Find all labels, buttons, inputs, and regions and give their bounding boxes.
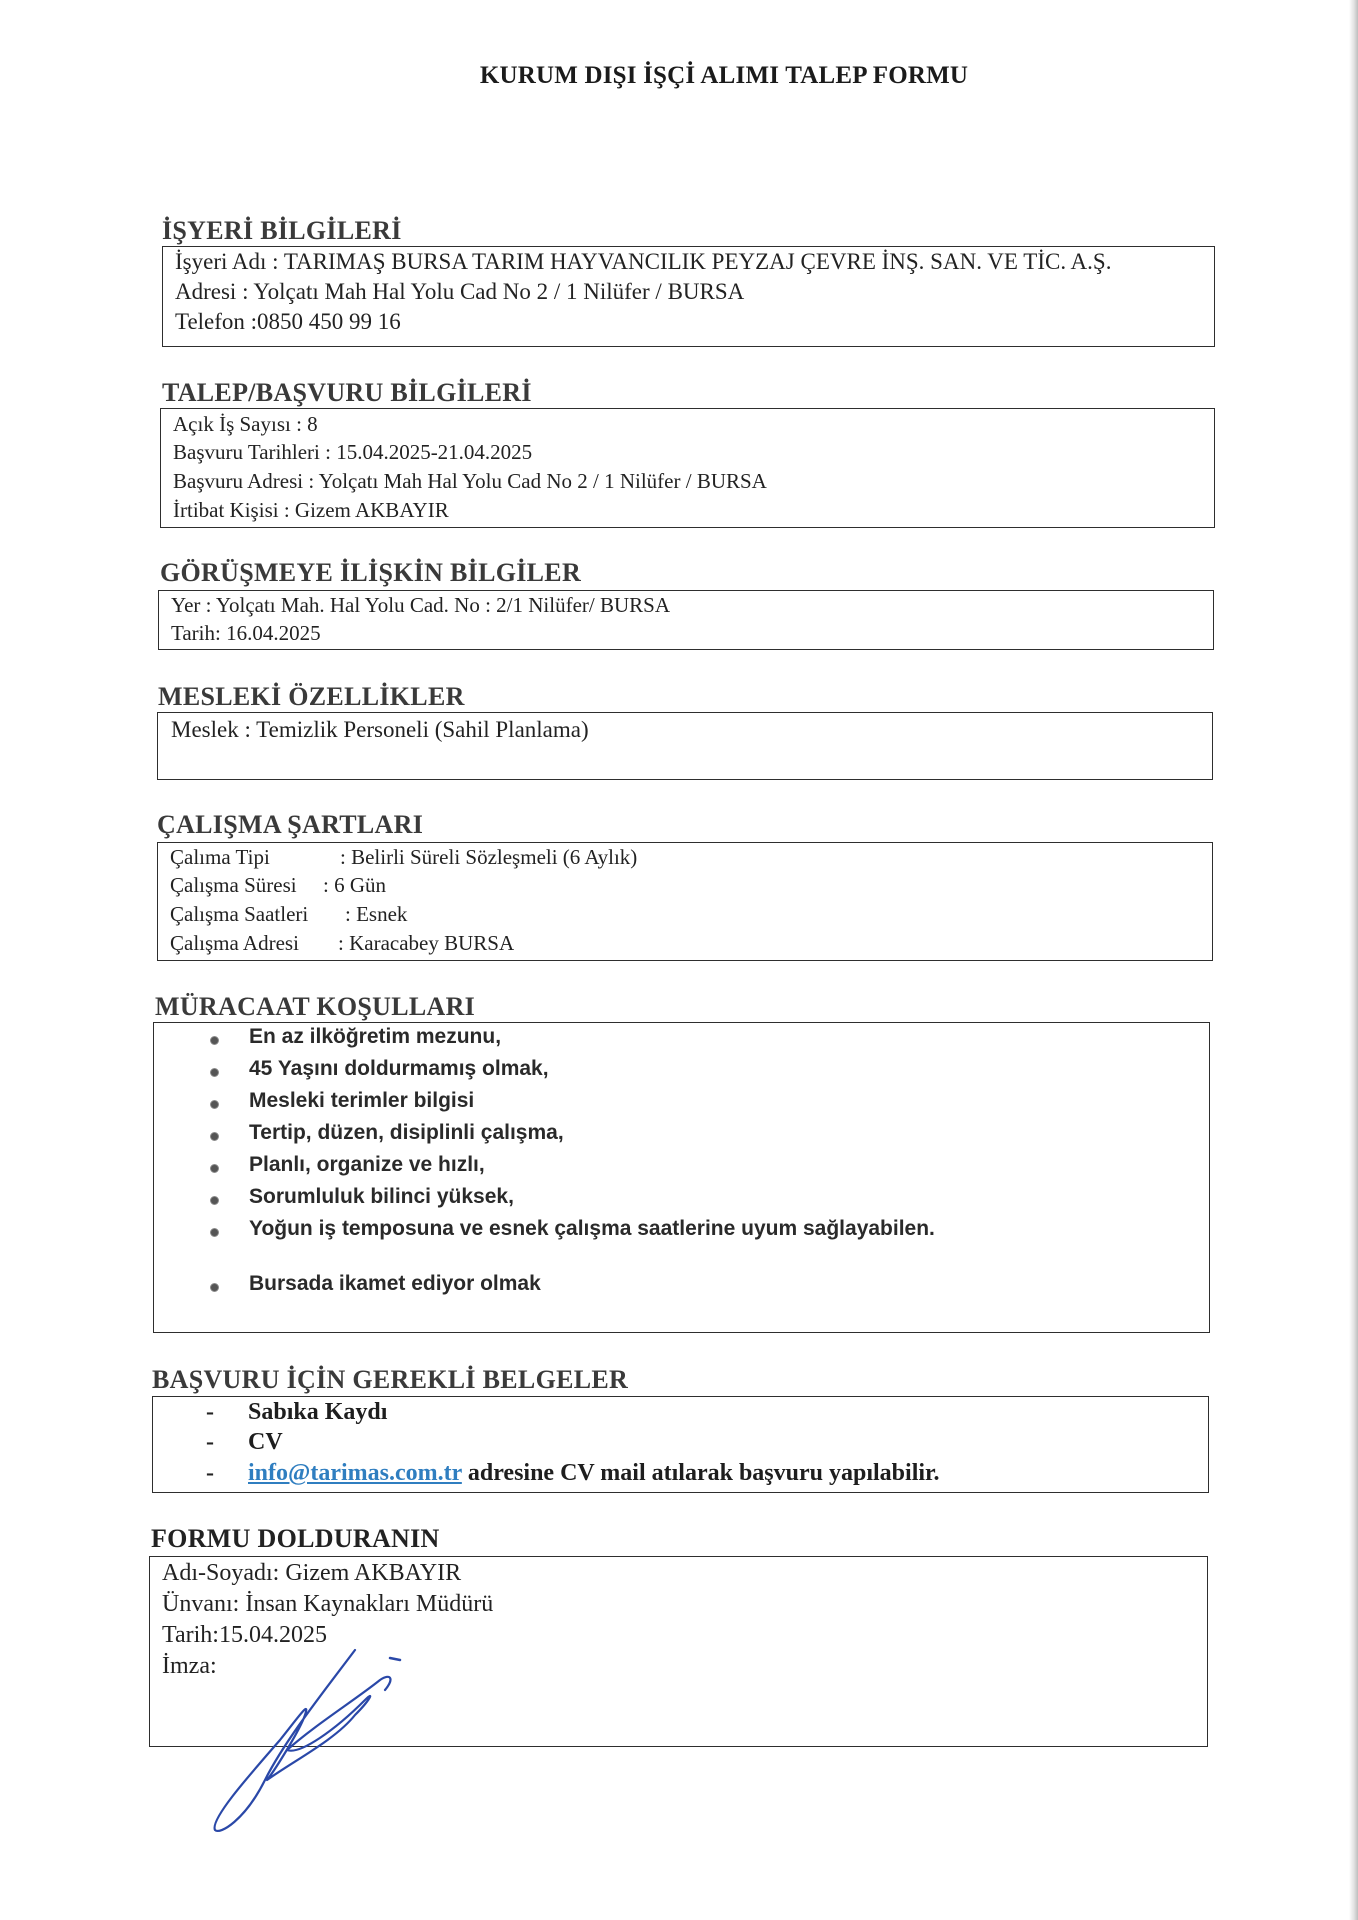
meslek-box [157, 712, 1213, 780]
isyeri-telefon: Telefon :0850 450 99 16 [175, 309, 401, 334]
calisma-saatleri-value: : Esnek [345, 902, 408, 926]
isyeri-adi: İşyeri Adı : TARIMAŞ BURSA TARIM HAYVANCILIK PEYZAJ ÇEVRE İNŞ. SAN. VE TİC. A.Ş. [175, 249, 1112, 274]
muracaat-heading: MÜRACAAT KOŞULLARI [155, 992, 476, 1021]
kosul-item: En az ilköğretim mezunu, [249, 1025, 502, 1048]
dolduran-heading: FORMU DOLDURANIN [151, 1524, 440, 1553]
calisma-box [157, 842, 1213, 961]
belgeler-box [152, 1396, 1209, 1493]
calisma-suresi-value: : 6 Gün [323, 873, 386, 897]
kosul-item: 45 Yaşını doldurmamış olmak, [249, 1057, 549, 1080]
calisma-suresi-label: Çalışma Süresi [170, 873, 297, 897]
calisma-row [170, 902, 407, 927]
acik-is-sayisi: Açık İş Sayısı : 8 [173, 412, 318, 436]
isyeri-heading: İŞYERİ BİLGİLERİ [162, 216, 402, 245]
calisma-tipi-label: Çalıma Tipi [170, 845, 270, 869]
gorusme-yer: Yer : Yolçatı Mah. Hal Yolu Cad. No : 2/1 Nilüfer/ BURSA [171, 593, 670, 617]
belge-email-line [248, 1460, 939, 1487]
gorusme-tarih: Tarih: 16.04.2025 [171, 621, 321, 645]
meslek-heading: MESLEKİ ÖZELLİKLER [158, 682, 465, 711]
bullet-dot-icon [210, 1132, 219, 1141]
email-link[interactable]: info@tarimas.com.tr [248, 1460, 462, 1486]
talep-heading: TALEP/BAŞVURU BİLGİLERİ [162, 378, 532, 407]
kosul-item: Tertip, düzen, disiplinli çalışma, [249, 1121, 564, 1144]
dolduran-unvan: Ünvanı: İnsan Kaynakları Müdürü [162, 1591, 494, 1617]
calisma-adresi-value: : Karacabey BURSA [338, 931, 515, 955]
isyeri-adres: Adresi : Yolçatı Mah Hal Yolu Cad No 2 / 1 Nilüfer / BURSA [175, 279, 745, 304]
belge-item: Sabıka Kaydı [248, 1399, 388, 1425]
gorusme-heading: GÖRÜŞMEYE İLİŞKİN BİLGİLER [160, 558, 582, 587]
gorusme-box [158, 590, 1214, 650]
bullet-dot-icon [210, 1228, 219, 1237]
kosul-item: Bursada ikamet ediyor olmak [249, 1272, 541, 1295]
isyeri-box [162, 246, 1215, 347]
bullet-dot-icon [210, 1036, 219, 1045]
belgeler-heading: BAŞVURU İÇİN GEREKLİ BELGELER [152, 1365, 629, 1394]
basvuru-tarihleri: Başvuru Tarihleri : 15.04.2025-21.04.2025 [173, 440, 533, 464]
bullet-dot-icon [210, 1100, 219, 1109]
talep-box [160, 408, 1215, 528]
calisma-tipi-value: : Belirli Süreli Sözleşmeli (6 Aylık) [340, 845, 638, 869]
kosul-item: Planlı, organize ve hızlı, [249, 1153, 485, 1176]
email-suffix: adresine CV mail atılarak başvuru yapılabilir. [461, 1460, 940, 1486]
bullet-dot-icon [210, 1164, 219, 1173]
scan-edge-shadow [1349, 0, 1358, 1920]
irtibat-kisisi: İrtibat Kişisi : Gizem AKBAYIR [173, 498, 449, 522]
bullet-dot-icon [210, 1068, 219, 1077]
calisma-saatleri-label: Çalışma Saatleri [170, 902, 309, 926]
calisma-row [170, 931, 514, 956]
belge-item: CV [248, 1429, 283, 1455]
calisma-adresi-label: Çalışma Adresi [170, 931, 299, 955]
kosul-item: Mesleki terimler bilgisi [249, 1089, 475, 1112]
basvuru-adresi: Başvuru Adresi : Yolçatı Mah Hal Yolu Cad No 2 / 1 Nilüfer / BURSA [173, 469, 767, 493]
dolduran-tarih: Tarih:15.04.2025 [162, 1622, 327, 1648]
bullet-dot-icon [210, 1196, 219, 1205]
kosul-item: Sorumluluk bilinci yüksek, [249, 1185, 514, 1208]
form-title: KURUM DIŞI İŞÇİ ALIMI TALEP FORMU [479, 62, 969, 89]
dolduran-adsoyad: Adı-Soyadı: Gizem AKBAYIR [162, 1560, 462, 1586]
calisma-row [170, 873, 386, 898]
imza-label: İmza: [162, 1653, 217, 1679]
calisma-row [170, 845, 637, 870]
dash-bullet: - [206, 1399, 214, 1425]
kosul-item: Yoğun iş temposuna ve esnek çalışma saatlerine uyum sağlayabilen. [249, 1217, 935, 1240]
dash-bullet: - [206, 1460, 214, 1486]
dash-bullet: - [206, 1429, 214, 1455]
handwritten-signature [205, 1630, 505, 1850]
bullet-dot-icon [210, 1283, 219, 1292]
muracaat-box [153, 1022, 1210, 1333]
calisma-heading: ÇALIŞMA ŞARTLARI [157, 810, 424, 839]
meslek-value: Meslek : Temizlik Personeli (Sahil Planlama) [171, 717, 589, 742]
